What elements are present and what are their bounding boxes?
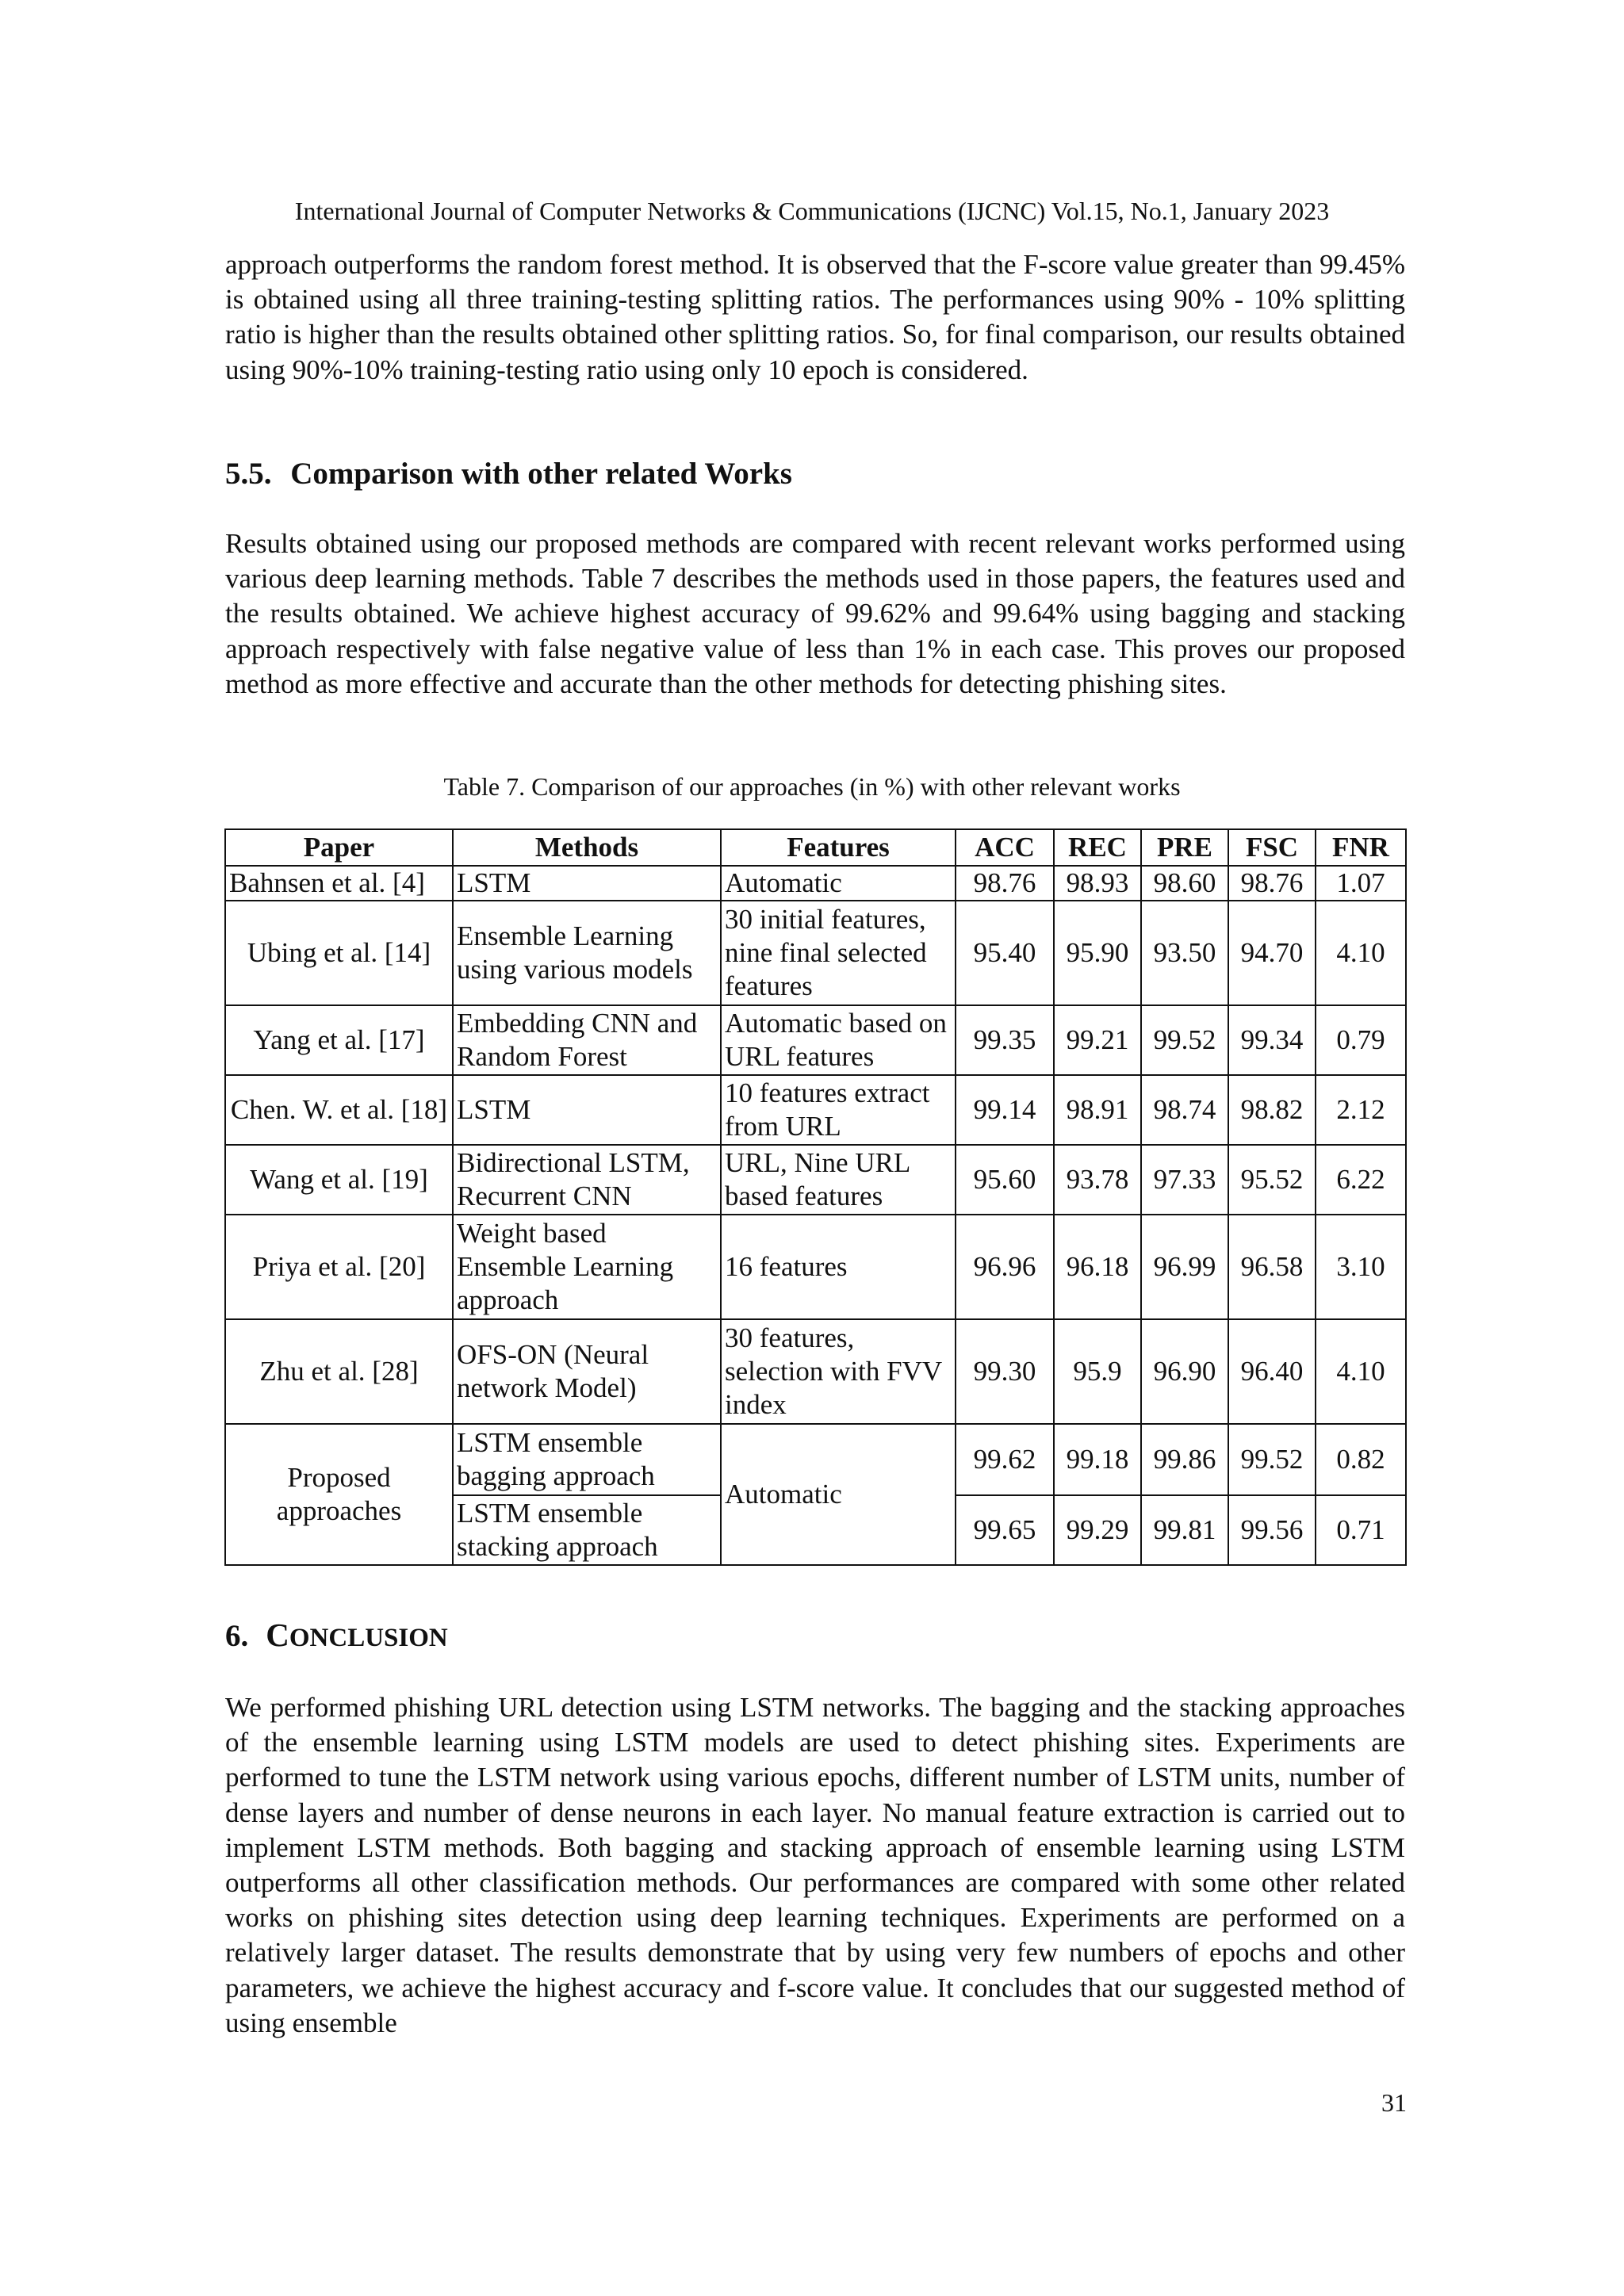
cell-paper: Chen. W. et al. [18] xyxy=(225,1075,453,1145)
cell-pre: 99.52 xyxy=(1141,1005,1228,1075)
cell-fnr: 3.10 xyxy=(1316,1215,1406,1319)
comparison-table xyxy=(224,828,1407,1566)
cell-rec: 99.29 xyxy=(1054,1495,1141,1565)
cell-paper: Wang et al. [19] xyxy=(225,1145,453,1215)
cell-rec: 93.78 xyxy=(1054,1145,1141,1215)
cell-paper: Yang et al. [17] xyxy=(225,1005,453,1075)
cell-fsc: 99.52 xyxy=(1228,1424,1316,1495)
cell-features: URL, Nine URL based features xyxy=(721,1145,956,1215)
cell-acc: 99.62 xyxy=(956,1424,1054,1495)
cell-pre: 96.90 xyxy=(1141,1319,1228,1424)
table-row xyxy=(225,1145,1406,1215)
cell-methods: OFS-ON (Neural network Model) xyxy=(453,1319,721,1424)
cell-methods: Bidirectional LSTM, Recurrent CNN xyxy=(453,1145,721,1215)
cell-acc: 99.35 xyxy=(956,1005,1054,1075)
cell-rec: 95.90 xyxy=(1054,901,1141,1005)
cell-methods: LSTM xyxy=(453,866,721,901)
cell-fnr: 0.79 xyxy=(1316,1005,1406,1075)
cell-methods: Embedding CNN and Random Forest xyxy=(453,1005,721,1075)
cell-fsc: 98.82 xyxy=(1228,1075,1316,1145)
cell-acc: 98.76 xyxy=(956,866,1054,901)
cell-fsc: 95.52 xyxy=(1228,1145,1316,1215)
col-header-fsc: FSC xyxy=(1228,829,1316,866)
section-number: 6. xyxy=(225,1619,249,1653)
cell-fnr: 4.10 xyxy=(1316,1319,1406,1424)
cell-fnr: 0.71 xyxy=(1316,1495,1406,1565)
cell-acc: 99.14 xyxy=(956,1075,1054,1145)
cell-pre: 98.60 xyxy=(1141,866,1228,901)
cell-pre: 98.74 xyxy=(1141,1075,1228,1145)
col-header-fnr: FNR xyxy=(1316,829,1406,866)
cell-fnr: 6.22 xyxy=(1316,1145,1406,1215)
section-heading-5-5 xyxy=(225,455,792,493)
cell-pre: 93.50 xyxy=(1141,901,1228,1005)
cell-paper-proposed: Proposed approaches xyxy=(225,1424,453,1565)
paragraph-conclusion: We performed phishing URL detection using LSTM networks. The bagging and the stacking approaches of the ensemble learning using LSTM models are used to detect phishing sites. Experiments are performed to tune the LSTM network using various epochs, different number of LSTM units, number of dense layers and number of dense neurons in each layer. No manual feature extraction is carried out to implement LSTM methods. Both bagging and stacking approach of ensemble learning using LSTM outperforms all other classification methods. Our performances are compared with some other related works on phishing sites detection using deep learning techniques. Experiments are performed on a relatively larger dataset. The results demonstrate that by using very few numbers of epochs and other parameters, we achieve the highest accuracy and f-score value. It concludes that our suggested method of using ensemble xyxy=(225,1692,1405,2038)
page-number: 31 xyxy=(1381,2088,1407,2117)
cell-methods: LSTM ensemble stacking approach xyxy=(453,1495,721,1565)
cell-methods: LSTM xyxy=(453,1075,721,1145)
cell-methods: LSTM ensemble bagging approach xyxy=(453,1424,721,1495)
running-header: International Journal of Computer Networks & Communications (IJCNC) Vol.15, No.1, January 2023 xyxy=(294,197,1330,225)
cell-fsc: 99.34 xyxy=(1228,1005,1316,1075)
cell-acc: 96.96 xyxy=(956,1215,1054,1319)
cell-features: Automatic based on URL features xyxy=(721,1005,956,1075)
cell-rec: 99.21 xyxy=(1054,1005,1141,1075)
cell-fnr: 2.12 xyxy=(1316,1075,1406,1145)
paragraph-intro: approach outperforms the random forest method. It is observed that the F-score value greater than 99.45% is obtained using all three training-testing splitting ratios. The performances using 90% - 10% splitting ratio is higher than the results obtained other splitting ratios. So, for final comparison, our results obtained using 90%-10% training-testing ratio using only 10 epoch is considered. xyxy=(225,249,1405,385)
cell-fsc: 96.58 xyxy=(1228,1215,1316,1319)
cell-fsc: 98.76 xyxy=(1228,866,1316,901)
paragraph-comparison: Results obtained using our proposed methods are compared with recent relevant works performed using various deep learning methods. Table 7 describes the methods used in those papers, the features used and the results obtained. We achieve highest accuracy of 99.62% and 99.64% using bagging and stacking approach respectively with false negative value of less than 1% in each case. This proves our proposed method as more effective and accurate than the other methods for detecting phishing sites. xyxy=(225,528,1405,699)
cell-features-proposed: Automatic xyxy=(721,1424,956,1565)
table-row xyxy=(225,1319,1406,1424)
col-header-acc: ACC xyxy=(956,829,1054,866)
table-row xyxy=(225,866,1406,901)
cell-features: 16 features xyxy=(721,1215,956,1319)
section-title: Comparison with other related Works xyxy=(290,457,792,491)
cell-paper: Priya et al. [20] xyxy=(225,1215,453,1319)
cell-acc: 95.60 xyxy=(956,1145,1054,1215)
table-row xyxy=(225,1005,1406,1075)
table-header-row xyxy=(225,829,1406,866)
table-caption: Table 7. Comparison of our approaches (in %) with other relevant works xyxy=(443,772,1181,801)
cell-fsc: 94.70 xyxy=(1228,901,1316,1005)
section-heading-6 xyxy=(225,1616,448,1657)
cell-paper: Ubing et al. [14] xyxy=(225,901,453,1005)
section-title-initial: C xyxy=(266,1617,289,1653)
cell-rec: 98.93 xyxy=(1054,866,1141,901)
cell-features: Automatic xyxy=(721,866,956,901)
cell-features: 30 initial features, nine final selected features xyxy=(721,901,956,1005)
cell-fnr: 1.07 xyxy=(1316,866,1406,901)
cell-methods: Ensemble Learning using various models xyxy=(453,901,721,1005)
cell-rec: 98.91 xyxy=(1054,1075,1141,1145)
cell-fnr: 4.10 xyxy=(1316,901,1406,1005)
cell-paper: Bahnsen et al. [4] xyxy=(225,866,453,901)
cell-fsc: 96.40 xyxy=(1228,1319,1316,1424)
table-row xyxy=(225,901,1406,1005)
col-header-rec: REC xyxy=(1054,829,1141,866)
cell-rec: 99.18 xyxy=(1054,1424,1141,1495)
cell-rec: 95.9 xyxy=(1054,1319,1141,1424)
section-number: 5.5. xyxy=(225,457,272,491)
table-row xyxy=(225,1075,1406,1145)
cell-fsc: 99.56 xyxy=(1228,1495,1316,1565)
cell-pre: 96.99 xyxy=(1141,1215,1228,1319)
cell-fnr: 0.82 xyxy=(1316,1424,1406,1495)
col-header-methods: Methods xyxy=(453,829,721,866)
col-header-pre: PRE xyxy=(1141,829,1228,866)
cell-methods: Weight based Ensemble Learning approach xyxy=(453,1215,721,1319)
table-row xyxy=(225,1215,1406,1319)
cell-acc: 99.65 xyxy=(956,1495,1054,1565)
cell-acc: 99.30 xyxy=(956,1319,1054,1424)
table-row-proposed-bagging xyxy=(225,1424,1406,1495)
cell-pre: 99.86 xyxy=(1141,1424,1228,1495)
col-header-paper: Paper xyxy=(225,829,453,866)
section-title-rest: ONCLUSION xyxy=(289,1624,448,1652)
cell-acc: 95.40 xyxy=(956,901,1054,1005)
cell-pre: 99.81 xyxy=(1141,1495,1228,1565)
cell-features: 10 features extract from URL xyxy=(721,1075,956,1145)
cell-paper: Zhu et al. [28] xyxy=(225,1319,453,1424)
col-header-features: Features xyxy=(721,829,956,866)
cell-features: 30 features, selection with FVV index xyxy=(721,1319,956,1424)
cell-pre: 97.33 xyxy=(1141,1145,1228,1215)
cell-rec: 96.18 xyxy=(1054,1215,1141,1319)
